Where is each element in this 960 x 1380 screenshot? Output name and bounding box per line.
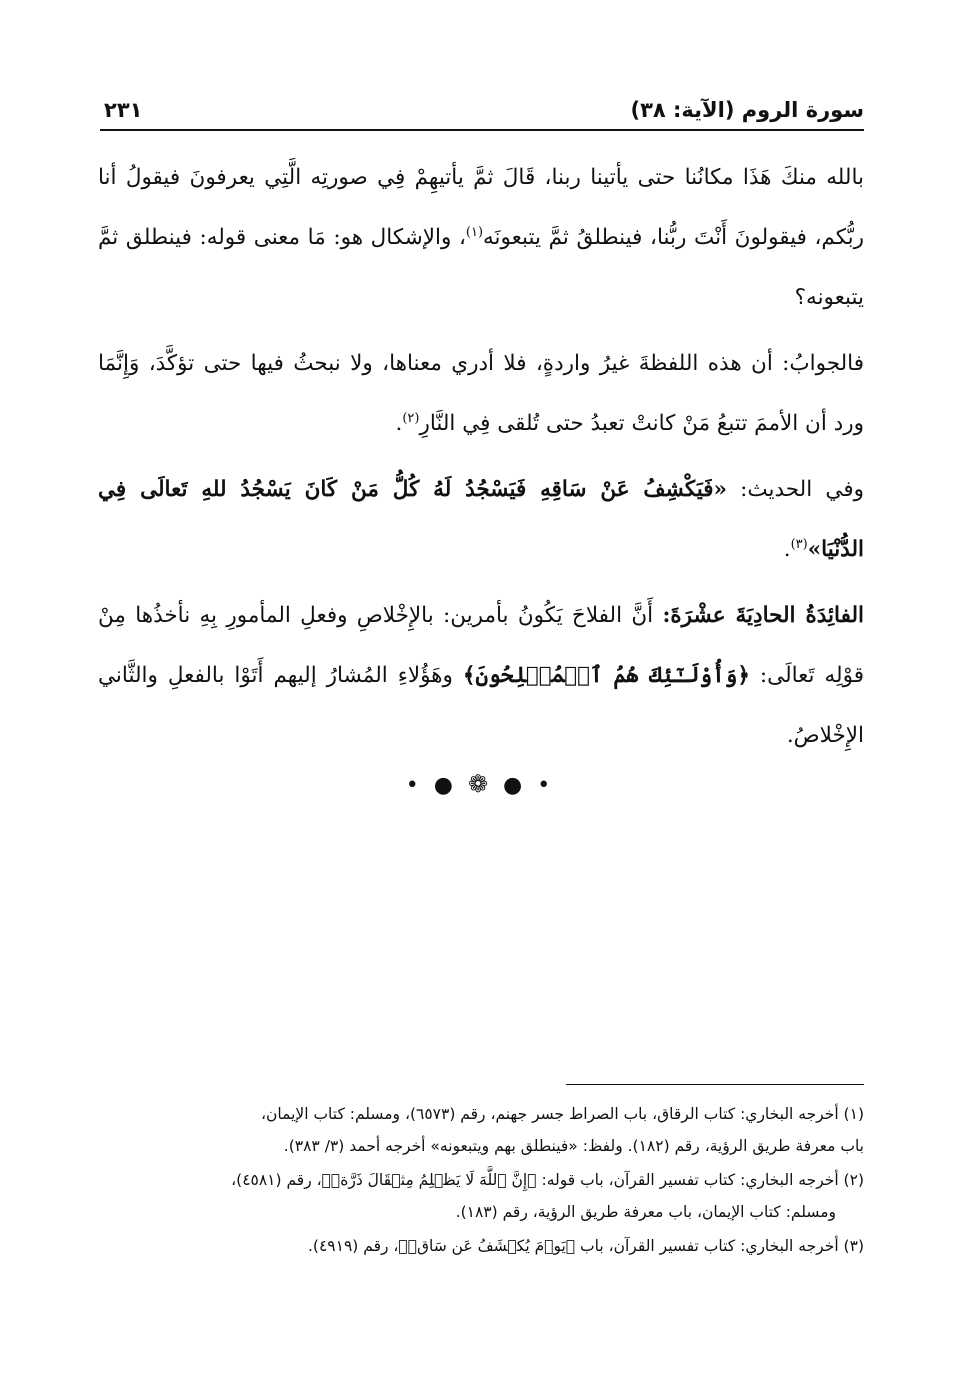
hadith-quote: «فَيَكْشِفُ عَنْ سَاقِهِ فَيَسْجُدُ لَهُ كُلُّ مَنْ كَانَ يَسْجُدُ للهِ تَعالَى فِي الدُّنْيَا» — [98, 477, 864, 562]
benefit-heading: الفائِدَةُ الحادِيَةَ عشْرَةَ: — [662, 603, 864, 628]
header-rule — [100, 129, 864, 131]
footnote-2 — [98, 1164, 864, 1228]
paragraph-4 — [98, 586, 864, 766]
quran-verse: ﴿وَأُوْلَـٰٓئِكَ هُمُ ٱلۡمُفۡلِحُونَ﴾ — [462, 663, 750, 688]
running-title: سورة الروم (الآية: ٣٨) — [630, 98, 864, 122]
footnote-2-line-2: ومسلم: كتاب الإيمان، باب معرفة طريق الرؤية، رقم (١٨٣). — [455, 1203, 836, 1221]
paragraph-3-tail: . — [783, 537, 791, 562]
paragraph-4-text: أَنَّ الفلاحَ يَكُونُ بأمرين: بالإِخْلاصِ وفعلِ المأمورِ بِهِ نأخذُها مِنْ قوْلِه تَعالَى: — [98, 603, 864, 688]
ornament-dots-right: ● • — [503, 773, 555, 798]
footnotes — [98, 1098, 864, 1264]
flower-icon: ❁ — [467, 770, 493, 798]
page-number: ٢٣١ — [104, 98, 143, 122]
ornament-dots-left: • ● — [405, 773, 457, 798]
footnote-3 — [98, 1230, 864, 1262]
footnote-1-line-1: (١) أخرجه البخاري: كتاب الرقاق، باب الصراط جسر جهنم، رقم (٦٥٧٣)، ومسلم: كتاب الإيمان، — [261, 1105, 864, 1123]
footnote-1 — [98, 1098, 864, 1162]
footnote-ref-3[interactable]: (٣) — [790, 536, 808, 552]
main-text — [98, 148, 864, 772]
section-divider-ornament — [0, 770, 960, 798]
footnote-1-line-2: باب معرفة طريق الرؤية، رقم (١٨٢). ولفظ: «فينطلق بهم ويتبعونه» أخرجه أحمد (٣/ ٣٨٣). — [283, 1137, 864, 1155]
paragraph-2-text: فالجوابُ: أن هذه اللفظةَ غيرُ واردةٍ، فلا أدري معناها، ولا نبحثُ فيها حتى تؤكَّدَ، وَإِنَّمَا ورد أن الأممَ تتبعُ مَنْ كانتْ تعبدُ حتى تُلقى فِي النَّارِ — [98, 351, 864, 436]
paragraph-1-text: بالله منكَ هَذَا مكانُنا حتى يأتينا ربنا، قَالَ ثمَّ يأتيهِمْ فِي صورتِه الَّتِي يعرفونَ فيقولُ أنا ربُّكم، فيقولونَ أَنْتَ ربُّنا، فينطلقُ ثمَّ يتبعونَه — [98, 165, 864, 250]
footnote-3-line-1: (٣) أخرجه البخاري: كتاب تفسير القرآن، باب ﴿يَوۡمَ يُكۡشَفُ عَن سَاقٖ﴾، رقم (٤٩١٩). — [307, 1237, 864, 1255]
paragraph-2 — [98, 334, 864, 454]
paragraph-4-tail: وهَؤُلاءِ المُشارُ إليهم أَتَوْا بالفعلِ والثَّاني الإِخْلاصُ. — [98, 663, 864, 748]
paragraph-3 — [98, 460, 864, 580]
paragraph-3-lead: وفي الحديث: — [726, 477, 864, 502]
footnote-separator — [566, 1084, 864, 1085]
footnote-ref-1[interactable]: (١) — [465, 224, 484, 240]
paragraph-1-tail: ، والإشكال هو: مَا معنى قوله: فينطلق ثمَّ يتبعونه؟ — [98, 225, 864, 310]
paragraph-2-tail: . — [395, 411, 403, 436]
footnote-2-line-1: (٢) أخرجه البخاري: كتاب تفسير القرآن، باب قوله: ﴿إِنَّ ٱللَّهَ لَا يَظۡلِمُ مِثۡقَالَ ذَرَّةٖ﴾، رقم (٤٥٨١)، — [231, 1171, 864, 1189]
paragraph-1 — [98, 148, 864, 328]
footnote-ref-2[interactable]: (٢) — [402, 410, 420, 426]
page-header — [100, 96, 864, 132]
